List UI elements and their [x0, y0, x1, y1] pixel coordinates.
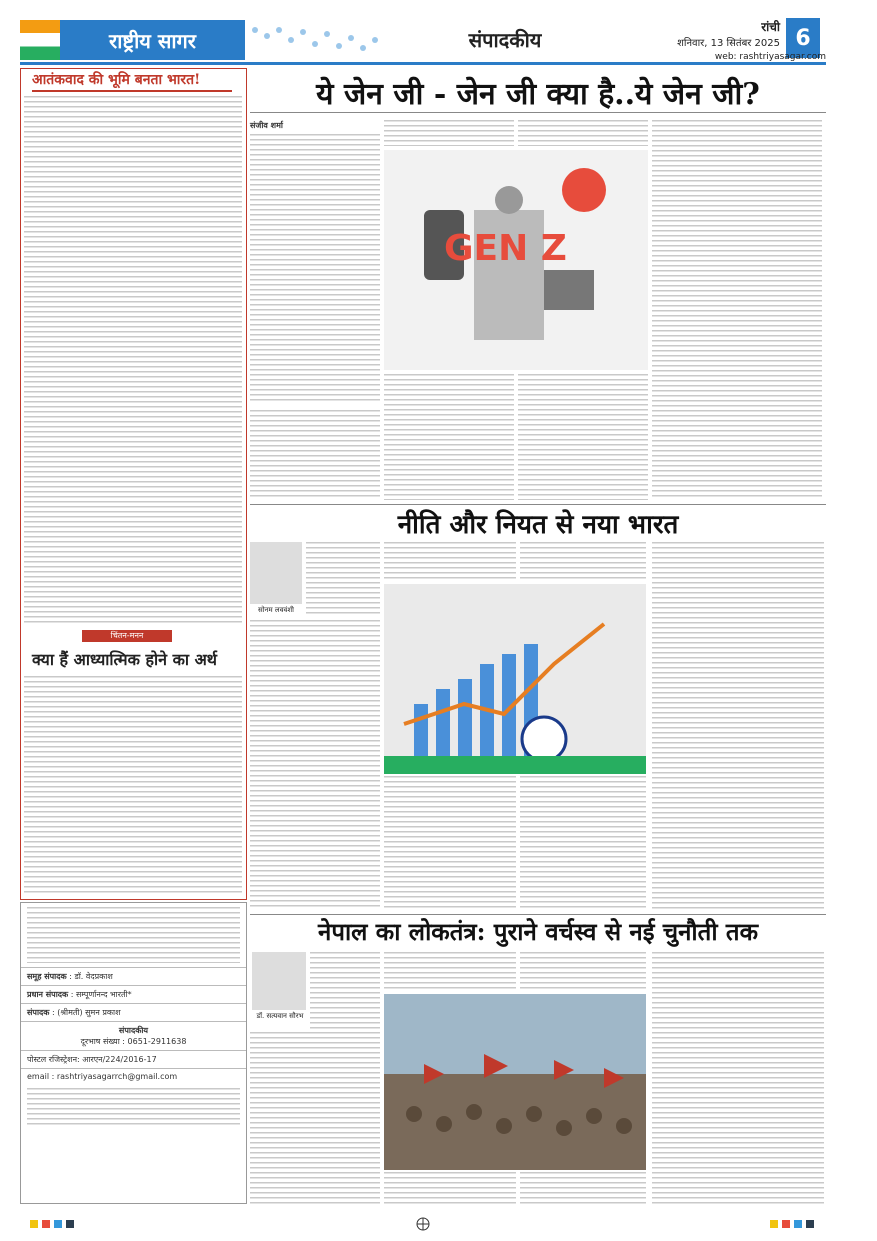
nepal-protest-photo	[384, 994, 646, 1170]
genz-body-col1b	[250, 410, 380, 500]
nepal-body-col1	[310, 952, 380, 1030]
author-sonam: सोनम लववंशी	[258, 606, 294, 614]
niti-body-col3b	[520, 776, 646, 910]
spiritual-article-body	[24, 676, 242, 896]
brand-flag	[20, 20, 60, 60]
nepal-body-col2b	[384, 1172, 516, 1204]
section-title: संपादकीय	[468, 27, 542, 52]
genz-body-col2	[384, 120, 514, 146]
page-number: 6	[786, 18, 820, 58]
genz-body-col3	[518, 120, 648, 146]
headline-rule	[250, 112, 826, 113]
chintan-label: चिंतन-मनन	[82, 630, 172, 642]
city: रांची	[761, 20, 780, 34]
publisher-text	[27, 907, 240, 963]
author-photo-satyawan	[252, 952, 306, 1010]
genz-body-col1	[250, 134, 380, 404]
author-genz: संजीव शर्मा	[250, 121, 283, 130]
footer-color-bar	[20, 1214, 826, 1234]
editor: संपादक : (श्रीमती) सुमन प्रकाश	[21, 1003, 246, 1021]
nepal-body-col3b	[520, 1172, 646, 1204]
editorial-body	[24, 96, 242, 626]
nepal-body-col2	[384, 952, 516, 992]
niti-body-col2b	[384, 776, 516, 910]
growth-chart-illustration	[384, 584, 646, 774]
author-satyawan: डॉ. सत्यवान सौरभ	[256, 1012, 304, 1020]
nepal-body-col4	[652, 952, 824, 1204]
date: शनिवार, 13 सितंबर 2025	[677, 38, 780, 49]
niti-body-col1	[306, 542, 380, 614]
niti-body-col1b	[250, 620, 380, 910]
disclaimer-text	[27, 1088, 240, 1128]
headline-niti: नीति और नियत से नया भारत	[250, 504, 826, 539]
website: web: rashtriyasagar.com	[714, 52, 826, 62]
headline-nepal: नेपाल का लोकतंत्र: पुराने वर्चस्व से नई चुनौती तक	[250, 914, 826, 949]
headline-genz: ये जेन जी - जेन जी क्या है..ये जेन जी?	[316, 77, 760, 112]
brand-name: राष्ट्रीय सागर	[60, 20, 245, 60]
genz-body-col3b	[518, 374, 648, 500]
nepal-body-col3	[520, 952, 646, 992]
nepal-body-col1b	[250, 1032, 380, 1204]
registration: पोस्टल रजिस्ट्रेशन: आरएन/224/2016-17	[21, 1050, 246, 1068]
genz-body-col4	[652, 120, 822, 500]
niti-body-col2	[384, 542, 516, 582]
genz-body-col2b	[384, 374, 514, 500]
spiritual-article-title: क्या हैं आध्यात्मिक होने का अर्थ	[32, 650, 218, 669]
editorial-title: आतंकवाद की भूमि बनता भारत!	[32, 70, 232, 92]
niti-body-col4	[652, 542, 824, 910]
author-photo-sonam	[250, 542, 302, 604]
chief-editor: प्रधान संपादक : सम्पूर्णानन्द भारती*	[21, 985, 246, 1003]
niti-body-col3	[520, 542, 646, 582]
email: email : rashtriyasagarrch@gmail.com	[21, 1068, 246, 1084]
imprint-box	[20, 902, 247, 1204]
office: संपादकीय दूरभाष संख्या : 0651-2911638	[21, 1021, 246, 1050]
decorative-dots	[245, 22, 385, 56]
genz-text: GEN Z	[444, 228, 567, 269]
city-date	[620, 18, 780, 49]
genz-illustration	[384, 150, 648, 370]
group-editor: समूह संपादक : डॉ. वेदप्रकाश	[21, 967, 246, 985]
